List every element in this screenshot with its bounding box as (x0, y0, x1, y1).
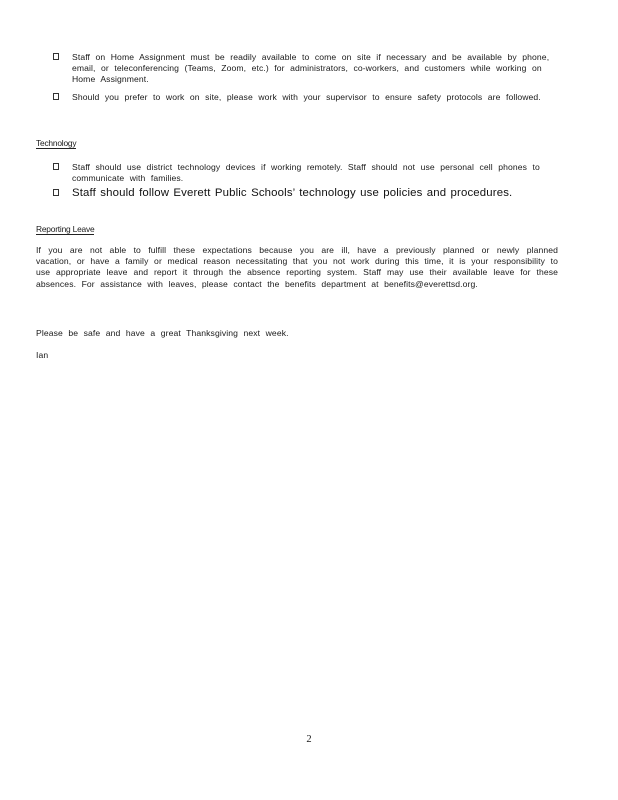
bullet-box-icon (53, 163, 59, 170)
bullet-work-on-site (52, 92, 564, 103)
home-assignment-bullet-list (52, 52, 564, 103)
technology-bullet-list (52, 162, 564, 200)
closing-line: Please be safe and have a great Thanksgiving next week. (36, 328, 289, 338)
bullet-box-icon (53, 53, 59, 60)
bullet-box-icon (53, 93, 59, 100)
reporting-leave-heading: Reporting Leave (36, 224, 95, 234)
bullet-technology-policy (52, 186, 564, 200)
technology-heading: Technology (36, 138, 77, 148)
bullet-box-icon (53, 189, 59, 196)
bullet-text: Staff should use district technology devices if working remotely. Staff should not use personal cell phones to communicate with families. (72, 162, 540, 184)
bullet-availability (52, 52, 564, 86)
bullet-district-devices (52, 162, 564, 184)
reporting-leave-paragraph: If you are not able to fulfill these expectations because you are ill, have a previously planned or newly planned vacation, or have a family or medical reason necessitating that you not work during this time, it is your responsibility to use appropriate leave and report it through the absence reporting system. Staff may use their available leave for these absences. For assistance with leaves, please contact the benefits department at benefits@everettsd.org. (36, 245, 558, 289)
signature: Ian (36, 350, 49, 360)
bullet-text: Should you prefer to work on site, please work with your supervisor to ensure safety protocols are followed. (72, 91, 541, 102)
page-number: 2 (306, 734, 312, 745)
bullet-text: Staff should follow Everett Public Schools’ technology use policies and procedures. (72, 187, 513, 200)
bullet-text: Staff on Home Assignment must be readily available to come on site if necessary and be available by phone, email, or teleconferencing (Teams, Zoom, etc.) for administrators, co-workers, and customers while working on Home Assignment. (72, 52, 550, 85)
